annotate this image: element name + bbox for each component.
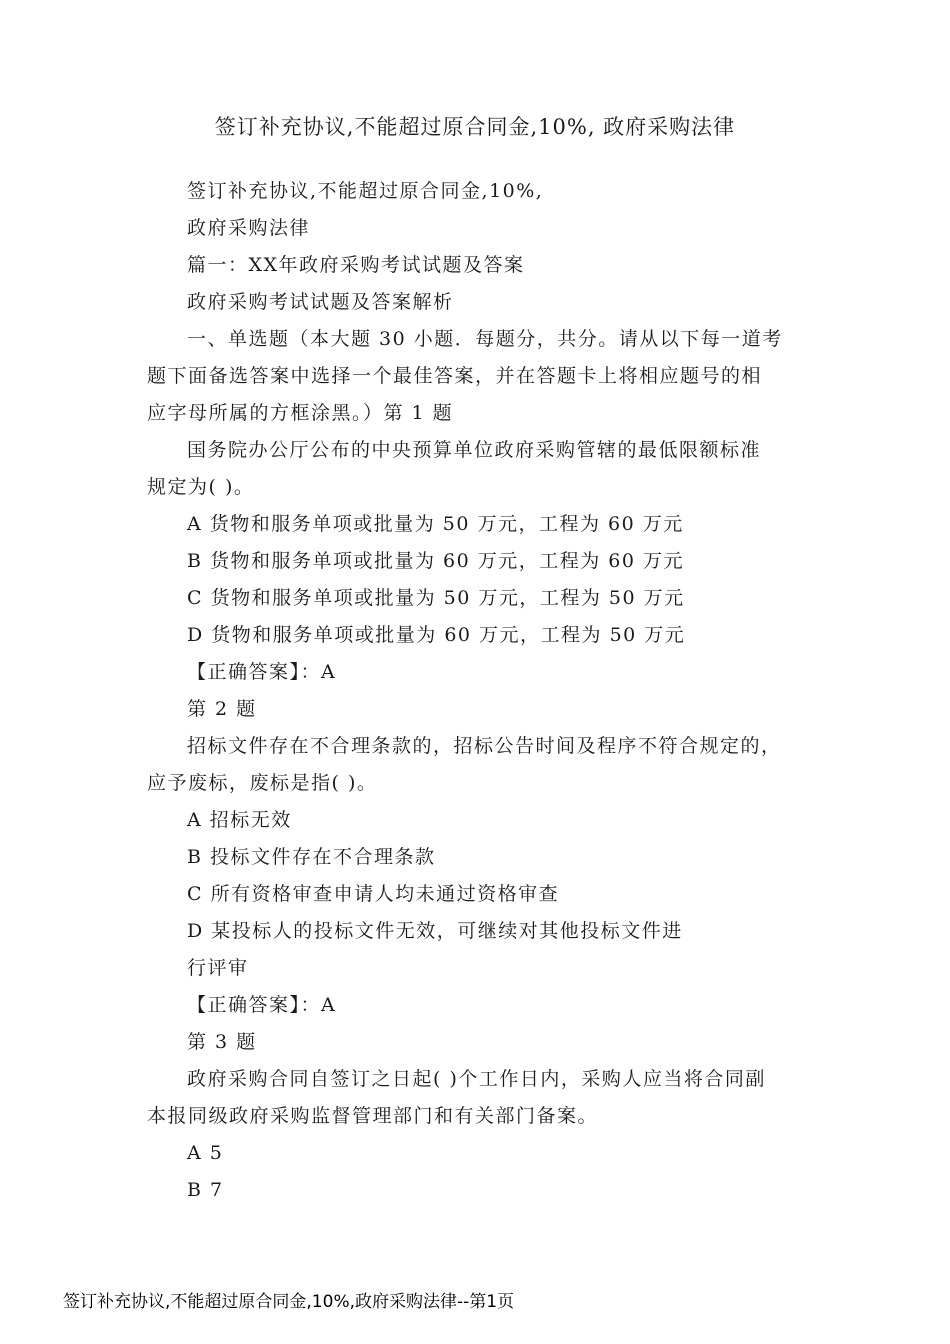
text-line: 规定为( )。 [147,476,255,498]
text-line: 政府采购合同自签订之日起( )个工作日内，采购人应当将合同副 [187,1068,766,1090]
text-line: 签订补充协议,不能超过原合同金,10%, [187,180,544,202]
text-line: 应予废标，废标是指( )。 [147,772,378,794]
text-line: C 所有资格审查申请人均未通过资格审查 [187,883,560,905]
text-line: 题下面备选答案中选择一个最佳答案，并在答题卡上将相应题号的相 [147,365,763,387]
text-line: A 货物和服务单项或批量为 50 万元，工程为 60 万元 [187,513,684,535]
text-line: 篇一：XX年政府采购考试试题及答案 [187,254,525,276]
page-footer: 签订补充协议,不能超过原合同金,10%,政府采购法律--第1页 [63,1292,515,1312]
text-line: 【正确答案】：A [187,994,337,1016]
page-title: 签订补充协议,不能超过原合同金,10%, 政府采购法律 [214,115,736,139]
text-line: 招标文件存在不合理条款的，招标公告时间及程序不符合规定的， [187,735,782,757]
text-line: C 货物和服务单项或批量为 50 万元，工程为 50 万元 [187,587,685,609]
text-line: 第 2 题 [187,698,257,720]
text-line: 第 3 题 [187,1031,257,1053]
text-line: 政府采购考试试题及答案解析 [187,291,454,313]
text-line: 【正确答案】：A [187,661,337,683]
text-line: B 7 [187,1179,224,1201]
text-line: D 货物和服务单项或批量为 60 万元，工程为 50 万元 [187,624,686,646]
text-line: A 招标无效 [187,809,292,831]
text-line: D 某投标人的投标文件无效，可继续对其他投标文件进 [187,920,683,942]
text-line: 国务院办公厅公布的中央预算单位政府采购管辖的最低限额标准 [187,439,762,461]
text-line: 行评审 [187,957,249,979]
text-line: B 投标文件存在不合理条款 [187,846,436,868]
text-line: A 5 [187,1142,224,1164]
text-line: 政府采购法律 [187,217,311,239]
text-line: 本报同级政府采购监督管理部门和有关部门备案。 [147,1105,599,1127]
document-body [147,173,812,1209]
text-line: 一、单选题（本大题 30 小题．每题分，共分。请从以下每一道考 [187,328,783,350]
text-line: B 货物和服务单项或批量为 60 万元，工程为 60 万元 [187,550,685,572]
text-line: 应字母所属的方框涂黑。）第 1 题 [147,402,454,424]
